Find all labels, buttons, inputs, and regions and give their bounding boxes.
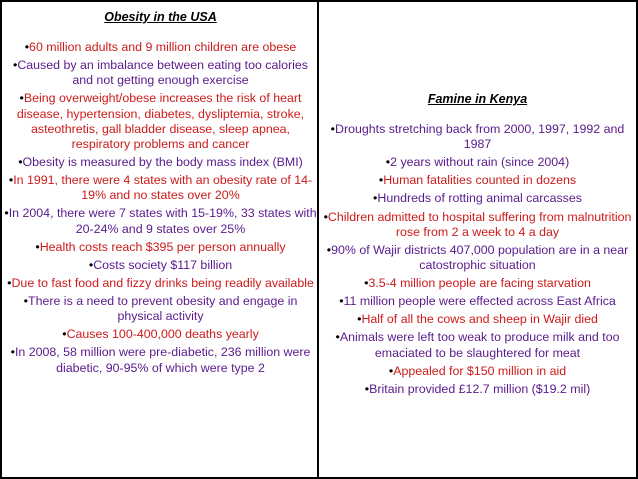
- list-item: [2, 345, 319, 375]
- list-item: [2, 206, 319, 236]
- item-text: Britain provided £12.7 million ($19.2 mil): [369, 381, 591, 396]
- item-text: Droughts stretching back from 2000, 1997, 1992 and 1987: [335, 122, 625, 152]
- list-item: [319, 173, 636, 188]
- list-item: [2, 58, 319, 88]
- item-text: Human fatalities counted in dozens: [383, 173, 577, 188]
- list-item: [319, 364, 636, 379]
- item-text: In 2008, 58 million were pre-diabetic, 236 million were diabetic, 90-95% of which were type 2: [14, 345, 311, 375]
- list-item: [2, 276, 319, 291]
- item-text: Health costs reach $395 per person annually: [39, 239, 286, 254]
- item-text: In 1991, there were 4 states with an obesity rate of 14-19% and no states over 20%: [13, 173, 313, 203]
- list-item: [319, 243, 636, 273]
- list-item: [319, 312, 636, 327]
- list-item: [2, 240, 319, 255]
- item-text: 2 years without rain (since 2004): [390, 155, 570, 170]
- bullet-icon: •: [335, 330, 340, 345]
- list-item: [2, 327, 319, 342]
- famine-list: [319, 122, 636, 400]
- bullet-icon: •: [385, 155, 391, 170]
- bullet-icon: •: [330, 122, 336, 136]
- obesity-list: [2, 40, 319, 379]
- list-item: [319, 382, 636, 397]
- list-item: [2, 40, 319, 55]
- bullet-icon: •: [373, 191, 378, 206]
- bullet-icon: •: [364, 276, 369, 291]
- bullet-icon: •: [388, 363, 394, 378]
- item-text: Costs society $117 billion: [93, 257, 233, 272]
- bullet-icon: •: [10, 345, 15, 360]
- list-item: [319, 210, 636, 240]
- bullet-icon: •: [88, 257, 94, 272]
- bullet-icon: •: [35, 239, 40, 254]
- bullet-icon: •: [19, 91, 24, 106]
- list-item: [2, 91, 319, 152]
- bullet-icon: •: [8, 173, 14, 188]
- item-text: Children admitted to hospital suffering from malnutrition rose from 2 a week to 4 a day: [327, 209, 632, 239]
- bullet-icon: •: [378, 173, 384, 188]
- item-text: There is a need to prevent obesity and engage in physical activity: [28, 294, 298, 324]
- list-item: [2, 294, 319, 324]
- bullet-icon: •: [326, 242, 332, 257]
- list-item: [319, 330, 636, 360]
- item-text: 60 million adults and 9 million children are obese: [29, 40, 297, 54]
- item-text: Being overweight/obese increases the risk of heart disease, hypertension, diabetes, dysliptemia, stroke, asteothretis, gall bladder disease, sleep apnea, respiratory problems and cancer: [16, 91, 305, 151]
- list-item: [2, 155, 319, 170]
- list-item: [319, 191, 636, 206]
- item-text: Due to fast food and fizzy drinks being readily available: [11, 275, 314, 290]
- bullet-icon: •: [18, 155, 23, 170]
- bullet-icon: •: [323, 209, 328, 224]
- bullet-icon: •: [364, 381, 370, 396]
- item-text: Hundreds of rotting animal carcasses: [377, 191, 582, 206]
- item-text: Half of all the cows and sheep in Wajir died: [361, 312, 598, 327]
- list-item: [319, 122, 636, 152]
- bullet-icon: •: [7, 275, 12, 290]
- item-text: 3.5-4 million people are facing starvation: [368, 276, 591, 291]
- bullet-icon: •: [339, 294, 344, 309]
- item-text: Appealed for $150 million in aid: [393, 363, 567, 378]
- list-item: [319, 294, 636, 309]
- item-text: Animals were left too weak to produce milk and too emaciated to be slaughtered for meat: [339, 330, 620, 360]
- item-text: Caused by an imbalance between eating too calories and not getting enough exercise: [17, 58, 309, 88]
- item-text: Obesity is measured by the body mass index (BMI): [22, 155, 303, 170]
- item-text: Causes 100-400,000 deaths yearly: [66, 327, 259, 342]
- bullet-icon: •: [24, 40, 30, 54]
- bullet-icon: •: [357, 312, 362, 327]
- item-text: In 2004, there were 7 states with 15-19%, 33 states with 20-24% and 9 states over 25%: [8, 206, 317, 236]
- famine-title: Famine in Kenya: [427, 92, 528, 106]
- famine-column: [317, 0, 638, 479]
- bullet-icon: •: [12, 58, 18, 73]
- list-item: [2, 173, 319, 203]
- obesity-title: Obesity in the USA: [104, 10, 217, 24]
- list-item: [319, 276, 636, 291]
- list-item: [2, 258, 319, 273]
- bullet-icon: •: [23, 294, 28, 309]
- list-item: [319, 155, 636, 170]
- bullet-icon: •: [4, 206, 9, 221]
- item-text: 90% of Wajir districts 407,000 population are in a near catostrophic situation: [331, 242, 629, 273]
- bullet-icon: •: [62, 327, 67, 342]
- item-text: 11 million people were effected across East Africa: [343, 294, 616, 309]
